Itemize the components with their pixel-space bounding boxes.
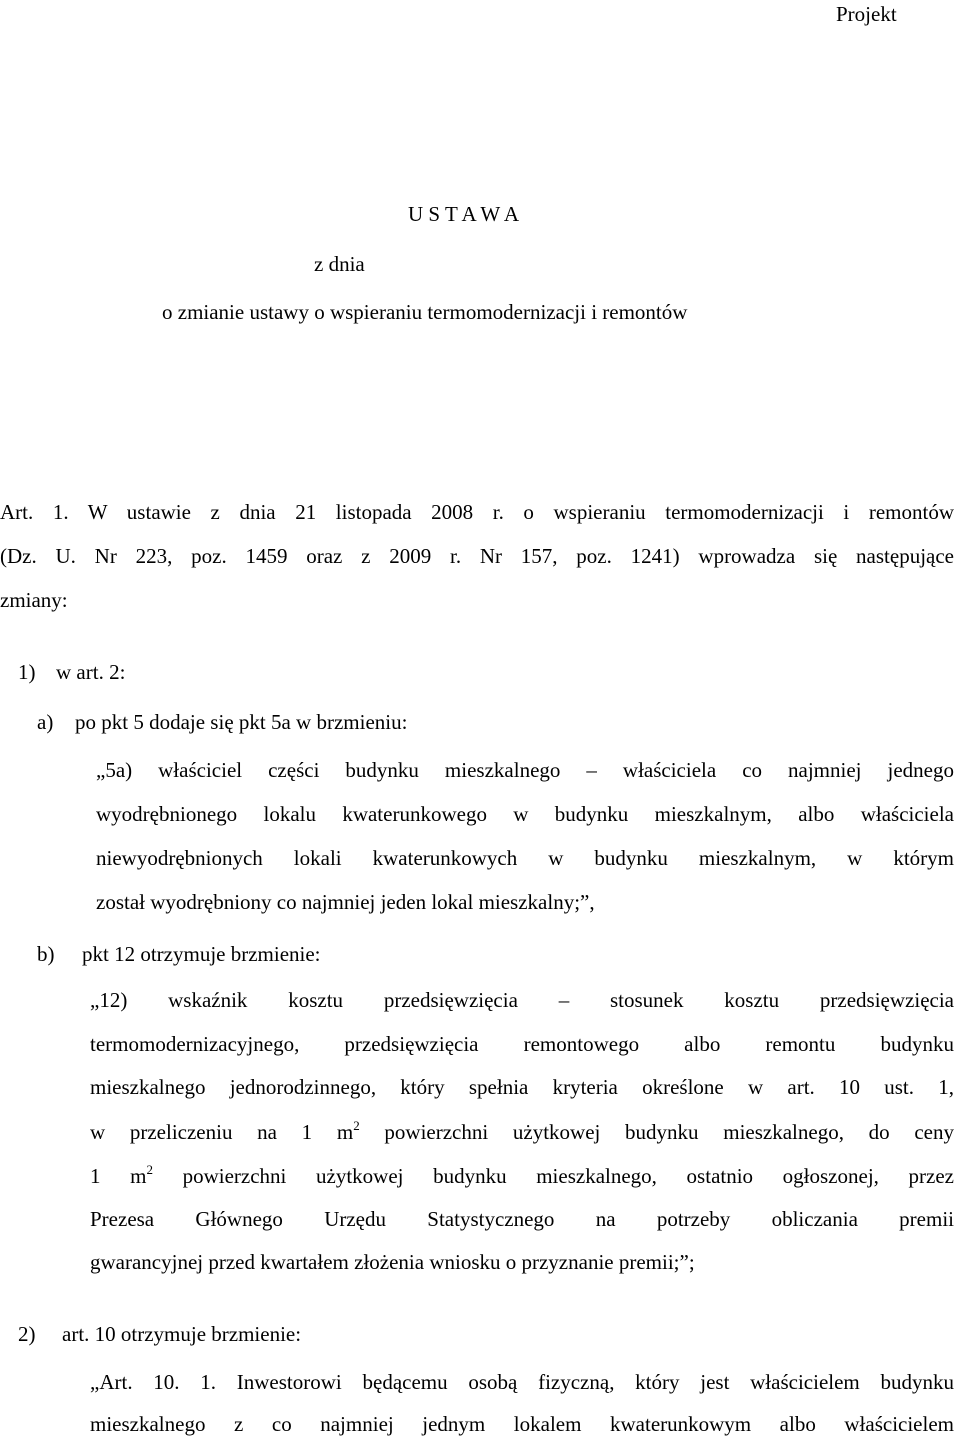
item1b-quote-line-7: gwarancyjnej przed kwartałem złożenia wniosku o przyznanie premii;”; — [90, 1250, 695, 1274]
item1b-marker: b) — [37, 942, 55, 966]
item1a-quote-line-4: został wyodrębniony co najmniej jeden lokal mieszkalny;”, — [96, 890, 595, 914]
item1a-text: po pkt 5 dodaje się pkt 5a w brzmieniu: — [75, 710, 408, 734]
item2-text: art. 10 otrzymuje brzmienie: — [62, 1322, 302, 1346]
item1b-quote-line-5 — [90, 1164, 954, 1189]
item1b-quote-line-2: termomodernizacyjnego, przedsięwzięcia remontowego albo remontu budynku — [90, 1032, 954, 1056]
art1-line-1: Art. 1. W ustawie z dnia 21 listopada 2008 r. o wspieraniu termomodernizacji i remontów — [0, 500, 954, 524]
item1b-quote-line-6: Prezesa Głównego Urzędu Statystycznego na potrzeby obliczania premii — [90, 1207, 954, 1231]
art1-line-3: zmiany: — [0, 588, 68, 612]
act-subject: o zmianie ustawy o wspieraniu termomodernizacji i remontów — [162, 300, 688, 324]
act-title: U S T A W A — [408, 202, 520, 226]
item1a-quote-line-3: niewyodrębnionych lokali kwaterunkowych w budynku mieszkalnym, w którym — [96, 846, 954, 870]
project-label: Projekt — [836, 2, 897, 26]
item1b-line4-before: w przeliczeniu na 1 m — [90, 1120, 354, 1144]
item1b-quote-line-1: „12) wskaźnik kosztu przedsięwzięcia – stosunek kosztu przedsięwzięcia — [90, 988, 954, 1012]
item2-marker: 2) — [18, 1322, 36, 1346]
art1-line-2: (Dz. U. Nr 223, poz. 1459 oraz z 2009 r. Nr 157, poz. 1241) wprowadza się następujące — [0, 544, 954, 568]
item1b-line4-after: powierzchni użytkowej budynku mieszkalnego, do ceny — [359, 1120, 954, 1144]
item2-quote-line-1: „Art. 10. 1. Inwestorowi będącemu osobą fizyczną, który jest właścicielem budynku — [90, 1370, 954, 1394]
item1-text: w art. 2: — [56, 660, 126, 684]
item1a-quote-line-1: „5a) właściciel części budynku mieszkalnego – właściciela co najmniej jednego — [96, 758, 954, 782]
superscript-square: 2 — [146, 1162, 153, 1177]
item1b-line5-before: 1 m — [90, 1164, 147, 1188]
item1a-marker: a) — [37, 710, 54, 734]
superscript-square: 2 — [353, 1118, 360, 1133]
item2-quote-line-2: mieszkalnego z co najmniej jednym lokalem kwaterunkowym albo właścicielem — [90, 1412, 954, 1436]
act-date: z dnia — [314, 252, 365, 276]
item1-marker: 1) — [18, 660, 36, 684]
item1a-quote-line-2: wyodrębnionego lokalu kwaterunkowego w budynku mieszkalnym, albo właściciela — [96, 802, 954, 826]
item1b-quote-line-4 — [90, 1120, 954, 1145]
item1b-quote-line-3: mieszkalnego jednorodzinnego, który spełnia kryteria określone w art. 10 ust. 1, — [90, 1075, 954, 1099]
item1b-text: pkt 12 otrzymuje brzmienie: — [82, 942, 321, 966]
item1b-line5-after: powierzchni użytkowej budynku mieszkalnego, ostatnio ogłoszonej, przez — [152, 1164, 954, 1188]
